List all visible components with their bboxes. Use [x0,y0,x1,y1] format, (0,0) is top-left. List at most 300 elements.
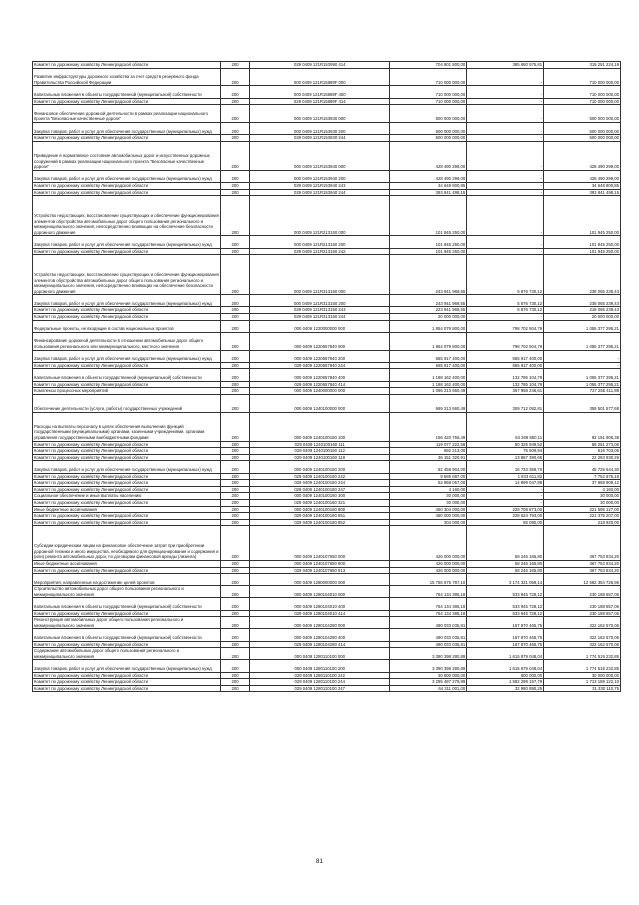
row-budget-classification-cell: 000 0409 1220000000 000 [250,320,390,332]
row-approved-amount-cell: 156 420 756,49 [390,412,467,441]
row-budget-classification-cell: 029 0409 1240100160 244 [250,480,390,487]
row-name-cell: Закупка товаров, работ и услуг для обеспечения государственных (муниципальных) нужд [33,236,221,248]
row-name-cell: Субсидии юридическим лицам на финансовое обеспечение затрат при приобретении дорожной техники и иного имущества, необходимого для функционирования и содержания и (или) ремонта автомобильных дорог, по договорам финансовой аренды (лизинга) [33,526,221,561]
row-line-code-cell: 200 [221,141,250,170]
row-budget-classification-cell: 029 0409 1240100160 242 [250,473,390,480]
table-row [33,141,621,170]
row-budget-classification-cell: 029 0409 1280110100 242 [250,672,390,679]
row-line-code-cell: 200 [221,648,250,660]
row-line-code-cell: 200 [221,307,250,314]
row-name-cell: Финансовое обеспечение дорожной деятельности в рамках реализации национального проекта "Безопасные качественные дороги" [33,105,221,123]
row-name-cell: Устройство недостающих, восстановление существующих и обеспечение функционирования элементов обустройства автомобильных дорог общего пользования регионального и межмуниципального значения, непосредственно влияющих на обеспечение безопасности дорожного движения [33,255,221,295]
row-unexecuted-amount-cell: 218 920,00 [544,519,621,526]
row-budget-classification-cell: 029 0409 1240100160 852 [250,519,390,526]
table-row [33,170,621,182]
row-budget-classification-cell: 000 0409 1240107650 000 [250,526,390,561]
row-name-cell: Закупка товаров, работ и услуг для обеспечения государственных (муниципальных) нужд [33,122,221,134]
table-row [33,480,621,487]
row-executed-amount-cell: 167 870 465,75 [467,641,544,648]
row-budget-classification-cell: 029 0409 121R313150 244 [250,314,390,321]
row-unexecuted-amount-cell: 221 375 207,00 [544,513,621,520]
row-executed-amount-cell: 5 876 730,12 [467,307,544,314]
row-approved-amount-cell: 450 304 000,00 [390,506,467,513]
row-name-cell: Расходы на выплаты персоналу в целях обеспечения выполнения функций государственными (муниципальными) органами, казенными учреждениями, органами управления государственными внебюджетными фондами [33,412,221,441]
row-approved-amount-cell: 62 458 904,00 [390,461,467,473]
row-name-cell: Реконструкция автомобильных дорог общего пользования регионального и межмуниципального значения [33,617,221,629]
row-budget-classification-cell: 000 0409 1240100160 300 [250,493,390,500]
row-name-cell: Капитальные вложения в объекты государственной (муниципальной) собственности [33,369,221,381]
row-line-code-cell: 200 [221,332,250,350]
row-unexecuted-amount-cell: 1 774 519 232,85 [544,648,621,660]
row-budget-classification-cell: 029 0409 121R313150 243 [250,307,390,314]
row-executed-amount-cell: - [467,236,544,248]
table-row [33,641,621,648]
row-executed-amount-cell: 228 708 873,00 [467,506,544,513]
row-approved-amount-cell: 692 213,00 [390,448,467,455]
table-row [33,567,621,574]
row-line-code-cell: 200 [221,610,250,617]
row-unexecuted-amount-cell: 710 000 000,00 [544,68,621,86]
row-executed-amount-cell: 85 080,00 [467,519,544,526]
table-row [33,388,621,395]
row-budget-classification-cell: 029 0409 1280104280 414 [250,641,390,648]
row-line-code-cell: 200 [221,574,250,586]
row-name-cell: Закупка товаров, работ и услуг для обеспечения государственных (муниципальных) нужд [33,295,221,307]
row-approved-amount-cell: 15 756 675 787,10 [390,574,467,586]
row-executed-amount-cell: - [467,105,544,123]
row-name-cell: Социальное обеспечение и иные выплаты населению [33,493,221,500]
row-executed-amount-cell: 798 702 504,79 [467,332,544,350]
table-row [33,598,621,610]
row-line-code-cell: 200 [221,567,250,574]
row-budget-classification-cell: 029 0409 1240100160 112 [250,448,390,455]
row-line-code-cell: 200 [221,295,250,307]
row-line-code-cell: 200 [221,461,250,473]
row-unexecuted-amount-cell: 238 065 239,43 [544,295,621,307]
row-budget-classification-cell: 000 0409 121R213150 000 [250,196,390,236]
row-executed-amount-cell: - [467,122,544,134]
row-budget-classification-cell: 029 0409 1280110100 244 [250,679,390,686]
row-approved-amount-cell: 119 077 222,58 [390,441,467,448]
table-row [33,412,621,441]
row-executed-amount-cell: 58 246 165,80 [467,526,544,561]
row-unexecuted-amount-cell: 7 752 875,18 [544,473,621,480]
row-executed-amount-cell: 309 712 082,81 [467,394,544,412]
row-line-code-cell: 200 [221,182,250,189]
row-budget-classification-cell: 029 0409 1220657840 414 [250,381,390,388]
row-unexecuted-amount-cell: 710 000 000,00 [544,86,621,98]
row-line-code-cell: 200 [221,480,250,487]
row-executed-amount-cell: 1 833 611,82 [467,473,544,480]
row-unexecuted-amount-cell: 428 490 299,00 [544,170,621,182]
row-line-code-cell: 200 [221,122,250,134]
row-budget-classification-cell: 029 0409 121R15889F 414 [250,98,390,105]
row-name-cell: Обеспечение деятельности (услуги, работы) государственных учреждений [33,394,221,412]
row-executed-amount-cell: - [467,196,544,236]
row-unexecuted-amount-cell: 45 725 544,30 [544,461,621,473]
row-unexecuted-amount-cell: 1 055 377 295,21 [544,381,621,388]
row-line-code-cell: 200 [221,454,250,461]
row-approved-amount-cell: 500 000 000,00 [390,122,467,134]
row-approved-amount-cell: 1 095 213 660,49 [390,388,467,395]
row-unexecuted-amount-cell: 616 703,06 [544,448,621,455]
row-executed-amount-cell: 132 785 104,79 [467,381,544,388]
table-row [33,679,621,686]
table-row [33,98,621,105]
row-executed-amount-cell: - [467,248,544,255]
table-row [33,519,621,526]
row-unexecuted-amount-cell: 1 055 377 295,21 [544,332,621,350]
row-line-code-cell: 200 [221,506,250,513]
row-budget-classification-cell: 000 0409 1280110100 200 [250,660,390,672]
row-approved-amount-cell: 1 854 079 800,00 [390,320,467,332]
table-row [33,526,621,561]
row-unexecuted-amount-cell: - [544,362,621,369]
row-budget-classification-cell: 000 0409 121R213150 200 [250,236,390,248]
row-name-cell: Капитальные вложения в объекты государственной (муниципальной) собственности [33,629,221,641]
row-approved-amount-cell: 30 600 000,00 [390,672,467,679]
row-budget-classification-cell: 029 0409 121R153990 414 [250,62,390,69]
row-budget-classification-cell: 029 0409 1240100160 111 [250,441,390,448]
row-name-cell: Комитет по дорожному хозяйству Ленинградской области [33,480,221,487]
table-row [33,461,621,473]
row-unexecuted-amount-cell: 92 151 906,38 [544,412,621,441]
row-executed-amount-cell: 64 269 850,11 [467,412,544,441]
row-unexecuted-amount-cell: 322 162 570,06 [544,641,621,648]
table-row [33,685,621,692]
table-row [33,629,621,641]
row-line-code-cell: 200 [221,381,250,388]
row-line-code-cell: 200 [221,248,250,255]
row-line-code-cell: 200 [221,236,250,248]
row-name-cell: Комитет по дорожному хозяйству Ленинградской области [33,672,221,679]
row-line-code-cell: 200 [221,350,250,362]
row-unexecuted-amount-cell: 101 945 250,00 [544,248,621,255]
row-unexecuted-amount-cell: 322 162 570,06 [544,617,621,629]
row-name-cell: Комитет по дорожному хозяйству Ленинградской области [33,610,221,617]
row-unexecuted-amount-cell: 727 255 411,88 [544,388,621,395]
row-approved-amount-cell: 490 033 035,81 [390,629,467,641]
table-row [33,441,621,448]
row-executed-amount-cell: 50 325 949,52 [467,441,544,448]
row-budget-classification-cell: 000 0409 121R153930 200 [250,122,390,134]
row-budget-classification-cell: 000 0409 1240100000 000 [250,394,390,412]
row-approved-amount-cell: 710 000 000,00 [390,98,467,105]
row-approved-amount-cell: 500 000 000,00 [390,105,467,123]
row-budget-classification-cell: 029 0409 1240100160 321 [250,499,390,506]
row-line-code-cell: 200 [221,369,250,381]
row-executed-amount-cell: 5 876 730,12 [467,295,544,307]
row-name-cell: Содержание автомобильных дорог общего пользования регионального и межмуниципального значения [33,648,221,660]
row-name-cell: Комитет по дорожному хозяйству Ленинградской области [33,182,221,189]
row-approved-amount-cell: 428 490 299,00 [390,170,467,182]
row-name-cell: Комитет по дорожному хозяйству Ленинградской области [33,685,221,692]
row-name-cell: Закупка товаров, работ и услуг для обеспечения государственных (муниципальных) нужд [33,170,221,182]
table-row [33,314,621,321]
row-budget-classification-cell: 029 0409 1280104010 414 [250,610,390,617]
row-line-code-cell: 200 [221,362,250,369]
row-unexecuted-amount-cell: 1 055 377 295,21 [544,369,621,381]
row-budget-classification-cell: 000 0409 1240100160 800 [250,506,390,513]
row-name-cell: Комитет по дорожному хозяйству Ленинградской области [33,454,221,461]
row-name-cell: Комитет по дорожному хозяйству Ленинградской области [33,448,221,455]
row-name-cell: Комитет по дорожному хозяйству Ленинградской области [33,473,221,480]
row-line-code-cell: 200 [221,412,250,441]
row-unexecuted-amount-cell: 500 000 000,00 [544,105,621,123]
row-budget-classification-cell: 000 0409 1220657840 200 [250,350,390,362]
row-name-cell: Строительство автомобильных дорог общего пользования регионального и межмуниципального значения [33,586,221,598]
row-line-code-cell: 200 [221,641,250,648]
row-executed-amount-cell: 132 785 104,79 [467,369,544,381]
row-budget-classification-cell: 029 0409 121R153940 243 [250,182,390,189]
row-line-code-cell: 200 [221,513,250,520]
row-name-cell: Комитет по дорожному хозяйству Ленинградской области [33,381,221,388]
row-unexecuted-amount-cell: 221 595 127,00 [544,506,621,513]
row-name-cell: Закупка товаров, работ и услуг для обеспечения государственных (муниципальных) нужд [33,461,221,473]
row-budget-classification-cell: 029 0409 1220657840 244 [250,362,390,369]
row-executed-amount-cell: - [467,68,544,86]
row-budget-classification-cell: 000 0409 1240100160 100 [250,412,390,441]
row-executed-amount-cell: - [467,135,544,142]
row-executed-amount-cell: 798 702 504,79 [467,320,544,332]
budget-sheet [32,61,621,692]
row-unexecuted-amount-cell: 393 841 498,15 [544,189,621,196]
row-line-code-cell: 200 [221,394,250,412]
row-executed-amount-cell: 367 958 246,61 [467,388,544,395]
row-budget-classification-cell: 029 0409 121R153940 244 [250,189,390,196]
row-approved-amount-cell: 426 000 000,00 [390,567,467,574]
row-approved-amount-cell: 665 917 400,00 [390,362,467,369]
row-unexecuted-amount-cell: 4 160,00 [544,486,621,493]
row-executed-amount-cell: - [467,499,544,506]
row-approved-amount-cell: 665 917 400,00 [390,350,467,362]
row-budget-classification-cell: 000 0409 121R15889F 000 [250,68,390,86]
row-line-code-cell: 200 [221,189,250,196]
row-name-cell: Комитет по дорожному хозяйству Ленинградской области [33,441,221,448]
row-name-cell: Закупка товаров, работ и услуг для обеспечения государственных (муниципальных) нужд [33,660,221,672]
row-budget-classification-cell: 000 0409 1280104280 400 [250,629,390,641]
row-executed-amount-cell: 167 870 465,75 [467,629,544,641]
row-name-cell: Комитет по дорожному хозяйству Ленинградской области [33,513,221,520]
row-approved-amount-cell: 764 134 385,18 [390,586,467,598]
table-row [33,189,621,196]
row-budget-classification-cell: 000 0409 121R153940 000 [250,141,390,170]
row-approved-amount-cell: 101 945 250,00 [390,196,467,236]
row-executed-amount-cell: 58 246 165,80 [467,567,544,574]
row-unexecuted-amount-cell: 322 162 570,06 [544,629,621,641]
table-row [33,332,621,350]
row-approved-amount-cell: 3 390 398 280,89 [390,648,467,660]
row-approved-amount-cell: 3 295 487 279,89 [390,679,467,686]
row-executed-amount-cell: 1 615 879 048,04 [467,660,544,672]
row-executed-amount-cell: 533 945 728,12 [467,586,544,598]
row-budget-classification-cell: 000 0409 1280110100 000 [250,648,390,660]
row-line-code-cell: 200 [221,629,250,641]
table-row [33,320,621,332]
row-approved-amount-cell: 710 000 000,00 [390,68,467,86]
row-line-code-cell: 200 [221,86,250,98]
row-executed-amount-cell: 32 980 890,25 [467,685,544,692]
table-row [33,248,621,255]
row-executed-amount-cell: 13 867 390,65 [467,454,544,461]
row-executed-amount-cell: 385 650 575,81 [467,62,544,69]
table-row [33,122,621,134]
row-unexecuted-amount-cell: 218 065 239,43 [544,307,621,314]
budget-execution-table [32,61,621,692]
row-executed-amount-cell: 1 582 298 157,79 [467,679,544,686]
table-row [33,236,621,248]
row-unexecuted-amount-cell: 20 000 000,00 [544,314,621,321]
table-row [33,362,621,369]
row-line-code-cell: 200 [221,560,250,567]
row-budget-classification-cell: 000 0409 1240107650 800 [250,560,390,567]
row-name-cell: Комитет по дорожному хозяйству Ленинградской области [33,307,221,314]
row-approved-amount-cell: 393 841 498,15 [390,189,467,196]
row-unexecuted-amount-cell: - [544,350,621,362]
table-row [33,493,621,500]
row-line-code-cell: 200 [221,473,250,480]
row-budget-classification-cell: 000 0409 121R313150 200 [250,295,390,307]
row-executed-amount-cell: 75 509,94 [467,448,544,455]
row-executed-amount-cell: 167 870 465,75 [467,617,544,629]
table-row [33,255,621,295]
row-unexecuted-amount-cell: 367 753 834,20 [544,526,621,561]
table-row [33,350,621,362]
row-executed-amount-cell: 3 174 321 059,14 [467,574,544,586]
row-unexecuted-amount-cell: 367 753 834,20 [544,560,621,567]
row-name-cell: Мероприятия, направленные на достижение целей проектов [33,574,221,586]
row-budget-classification-cell: 029 0409 1240100160 851 [250,513,390,520]
row-name-cell: Комитет по дорожному хозяйству Ленинградской области [33,519,221,526]
row-budget-classification-cell: 000 0409 1280104010 000 [250,586,390,598]
row-approved-amount-cell: 1 188 162 400,00 [390,381,467,388]
row-executed-amount-cell: 600 000,00 [467,672,544,679]
row-unexecuted-amount-cell: 101 945 250,00 [544,236,621,248]
row-approved-amount-cell: 1 188 162 400,00 [390,369,467,381]
row-line-code-cell: 200 [221,486,250,493]
table-row [33,196,621,236]
row-executed-amount-cell: - [467,86,544,98]
row-name-cell: Комитет по дорожному хозяйству Ленинградской области [33,98,221,105]
row-approved-amount-cell: 3 390 398 280,89 [390,660,467,672]
row-budget-classification-cell: 000 0409 121R153940 200 [250,170,390,182]
row-approved-amount-cell: 450 000 000,00 [390,513,467,520]
row-budget-classification-cell: 029 0409 121R213150 242 [250,248,390,255]
table-row [33,648,621,660]
row-name-cell: Комитет по дорожному хозяйству Ленинградской области [33,499,221,506]
table-row [33,182,621,189]
row-executed-amount-cell: 1 615 879 048,04 [467,648,544,660]
table-row [33,473,621,480]
page-number: 81 [315,858,324,865]
row-name-cell: Закупка товаров, работ и услуг для обеспечения государственных (муниципальных) нужд [33,350,221,362]
table-row [33,105,621,123]
table-row [33,660,621,672]
row-budget-classification-cell: 029 0409 1240107650 813 [250,567,390,574]
row-executed-amount-cell: - [467,486,544,493]
table-row [33,617,621,629]
row-approved-amount-cell: 710 000 000,00 [390,86,467,98]
row-line-code-cell: 200 [221,493,250,500]
row-unexecuted-amount-cell: 68 251 273,06 [544,441,621,448]
row-executed-amount-cell: 665 917 400,00 [467,362,544,369]
row-budget-classification-cell: 000 0409 121R313150 000 [250,255,390,295]
row-approved-amount-cell: 500 000 000,00 [390,135,467,142]
row-name-cell: Комитет по дорожному хозяйству Ленинградской области [33,62,221,69]
row-executed-amount-cell: 16 733 359,70 [467,461,544,473]
row-line-code-cell: 200 [221,170,250,182]
row-budget-classification-cell: 000 0409 1240000000 000 [250,388,390,395]
row-budget-classification-cell: 000 0409 121R153930 000 [250,105,390,123]
row-approved-amount-cell: 669 213 660,49 [390,394,467,412]
row-approved-amount-cell: 30 000,00 [390,493,467,500]
row-line-code-cell: 200 [221,660,250,672]
row-name-cell: Иные бюджетные ассигнования [33,506,221,513]
row-line-code-cell: 200 [221,98,250,105]
row-executed-amount-cell: 5 876 730,12 [467,255,544,295]
row-line-code-cell: 200 [221,105,250,123]
row-line-code-cell: 200 [221,526,250,561]
row-approved-amount-cell: 1 854 079 800,00 [390,332,467,350]
row-unexecuted-amount-cell: 1 774 519 232,85 [544,660,621,672]
row-approved-amount-cell: 304 000,00 [390,519,467,526]
row-budget-classification-cell: 029 0409 1280110100 247 [250,685,390,692]
table-row [33,448,621,455]
row-name-cell: Комитет по дорожному хозяйству Ленинградской области [33,567,221,574]
row-approved-amount-cell: 764 134 385,18 [390,610,467,617]
row-line-code-cell: 200 [221,196,250,236]
row-budget-classification-cell: 000 0409 1220657840 000 [250,332,390,350]
row-approved-amount-cell: 34 648 800,85 [390,182,467,189]
table-row [33,394,621,412]
row-unexecuted-amount-cell: 230 188 657,06 [544,598,621,610]
row-executed-amount-cell: 14 899 047,88 [467,480,544,487]
row-line-code-cell: 200 [221,586,250,598]
row-unexecuted-amount-cell: 101 945 250,00 [544,196,621,236]
row-executed-amount-cell: 533 945 728,12 [467,610,544,617]
row-unexecuted-amount-cell: 367 753 834,20 [544,567,621,574]
row-approved-amount-cell: 243 941 969,55 [390,255,467,295]
row-approved-amount-cell: 490 033 035,81 [390,641,467,648]
row-approved-amount-cell: 426 000 000,00 [390,560,467,567]
row-budget-classification-cell: 029 0409 1240100160 119 [250,454,390,461]
row-name-cell: Приведение в нормативное состояние автомобильных дорог и искусственных дорожных сооружений в рамках реализации национального проекта "Безопасные качественные дороги" [33,141,221,170]
row-executed-amount-cell: - [467,141,544,170]
row-name-cell: Устройство недостающих, восстановление существующих и обеспечение функционирования элементов обустройства автомобильных дорог общего пользования регионального и межмуниципального значения, непосредственно влияющих на обеспечение безопасности дорожного движения [33,196,221,236]
row-name-cell: Комитет по дорожному хозяйству Ленинградской области [33,314,221,321]
row-unexecuted-amount-cell: 319 251 224,19 [544,62,621,69]
row-approved-amount-cell: 64 311 001,00 [390,685,467,692]
row-name-cell: Финансирование дорожной деятельности в отношении автомобильных дорог общего пользования регионального или межмуниципального, местного значения [33,332,221,350]
row-budget-classification-cell: 000 0409 1280104280 000 [250,617,390,629]
row-line-code-cell: 200 [221,679,250,686]
row-approved-amount-cell: 223 941 969,55 [390,307,467,314]
row-line-code-cell: 200 [221,135,250,142]
row-approved-amount-cell: 101 945 250,00 [390,248,467,255]
row-line-code-cell: 200 [221,598,250,610]
row-unexecuted-amount-cell: 31 330 110,75 [544,685,621,692]
row-approved-amount-cell: 704 901 800,00 [390,62,467,69]
row-name-cell: Комитет по дорожному хозяйству Ленинградской области [33,486,221,493]
row-line-code-cell: 200 [221,314,250,321]
row-unexecuted-amount-cell: 37 968 909,12 [544,480,621,487]
row-line-code-cell: 200 [221,68,250,86]
table-row [33,86,621,98]
row-unexecuted-amount-cell: 1 055 377 295,21 [544,320,621,332]
row-executed-amount-cell: - [467,98,544,105]
row-unexecuted-amount-cell: 238 065 239,43 [544,255,621,295]
row-executed-amount-cell: 58 246 165,80 [467,560,544,567]
